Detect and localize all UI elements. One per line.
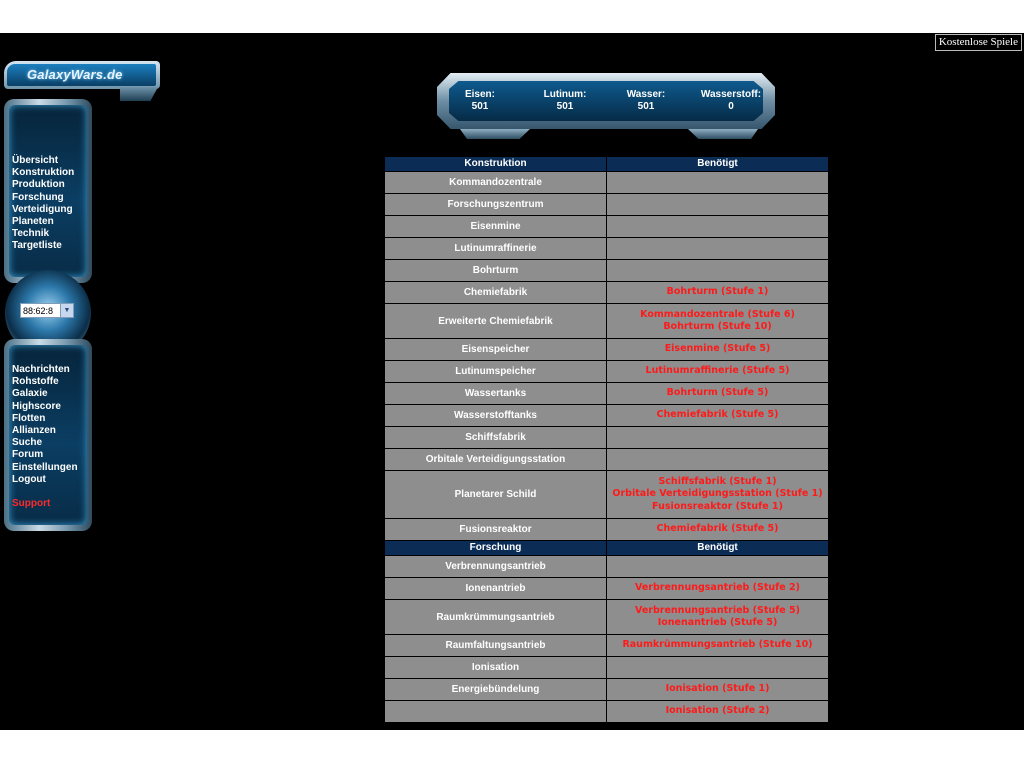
section-header: Konstruktion bbox=[385, 157, 607, 172]
item-name[interactable]: Wassertanks bbox=[385, 383, 607, 405]
item-name[interactable]: Energiebündelung bbox=[385, 679, 607, 701]
chevron-down-icon[interactable]: ▼ bbox=[60, 304, 73, 317]
nav-top-item[interactable]: Technik bbox=[12, 228, 50, 240]
nav-top-item[interactable]: Übersicht bbox=[12, 155, 59, 166]
table-row bbox=[385, 383, 829, 405]
item-name[interactable]: Fusionsreaktor bbox=[385, 519, 607, 541]
item-requirements bbox=[607, 282, 829, 304]
section-header-row bbox=[385, 541, 829, 556]
table-row bbox=[385, 556, 829, 578]
logo[interactable]: GalaxyWars.de bbox=[7, 64, 156, 86]
item-name[interactable]: Orbitale Verteidigungsstation bbox=[385, 449, 607, 471]
item-name[interactable]: Verbrennungsantrieb bbox=[385, 556, 607, 578]
item-name[interactable]: Ionenantrieb bbox=[385, 578, 607, 600]
nav-bottom-item[interactable]: Allianzen bbox=[12, 425, 56, 437]
item-requirements bbox=[607, 194, 829, 216]
requirement-line: Bohrturm (Stufe 5) bbox=[666, 387, 769, 399]
resource-eisen bbox=[440, 89, 520, 113]
nav-bottom-list bbox=[12, 364, 78, 510]
table-row bbox=[385, 657, 829, 679]
resource-wasserstoff bbox=[691, 89, 771, 113]
resource-lutinum bbox=[525, 89, 605, 113]
item-name[interactable]: Chemiefabrik bbox=[385, 282, 607, 304]
table-row bbox=[385, 427, 829, 449]
table-row bbox=[385, 701, 829, 723]
item-name[interactable]: Eisenmine bbox=[385, 216, 607, 238]
item-requirements bbox=[607, 427, 829, 449]
item-requirements bbox=[607, 578, 829, 600]
table-row bbox=[385, 449, 829, 471]
nav-bottom-item[interactable]: Flotten bbox=[12, 412, 46, 424]
resource-wasser bbox=[606, 89, 686, 113]
section-header: Forschung bbox=[385, 541, 607, 556]
table-row bbox=[385, 405, 829, 427]
coord-value: 88:62:8 bbox=[23, 306, 54, 316]
table-row bbox=[385, 304, 829, 339]
requirement-line: Lutinumraffinerie (Stufe 5) bbox=[645, 365, 790, 377]
resource-label: Wasser: bbox=[626, 89, 666, 100]
requirement-line: Chemiefabrik (Stufe 5) bbox=[656, 523, 779, 535]
requirement-line: Ionisation (Stufe 2) bbox=[665, 705, 770, 717]
nav-bottom-item[interactable]: Rohstoffe bbox=[12, 376, 59, 388]
item-requirements bbox=[607, 657, 829, 679]
item-name[interactable] bbox=[385, 701, 607, 723]
table-row bbox=[385, 260, 829, 282]
table-row bbox=[385, 282, 829, 304]
item-name[interactable]: Raumkrümmungsantrieb bbox=[385, 600, 607, 635]
required-header: Benötigt bbox=[607, 541, 829, 556]
item-name[interactable]: Ionisation bbox=[385, 657, 607, 679]
nav-bottom-item[interactable]: Highscore bbox=[12, 400, 61, 412]
nav-top-item[interactable]: Produktion bbox=[12, 179, 65, 191]
table-row bbox=[385, 194, 829, 216]
requirement-line: Verbrennungsantrieb (Stufe 2) bbox=[635, 582, 800, 594]
item-name[interactable]: Kommandozentrale bbox=[385, 172, 607, 194]
resource-value: 501 bbox=[471, 101, 489, 112]
requirement-line: Bohrturm (Stufe 1) bbox=[666, 286, 769, 298]
resource-label: Wasserstoff: bbox=[700, 89, 762, 100]
nav-bottom-item[interactable]: Suche bbox=[12, 437, 43, 449]
support-link[interactable]: Support bbox=[12, 498, 51, 510]
nav-bottom-item[interactable]: Logout bbox=[12, 473, 46, 485]
item-requirements bbox=[607, 216, 829, 238]
requirement-line: Kommandozentrale (Stufe 6) bbox=[640, 308, 795, 320]
nav-top-item[interactable]: Forschung bbox=[12, 191, 64, 203]
item-requirements bbox=[607, 471, 829, 519]
table-row bbox=[385, 635, 829, 657]
requirement-line: Raumkrümmungsantrieb (Stufe 10) bbox=[622, 639, 813, 651]
resource-value: 501 bbox=[637, 101, 655, 112]
requirement-line: Schiffsfabrik (Stufe 1) bbox=[658, 475, 777, 487]
item-name[interactable]: Eisenspeicher bbox=[385, 339, 607, 361]
item-requirements bbox=[607, 600, 829, 635]
resource-foot-right bbox=[688, 129, 758, 139]
requirement-line: Ionenantrieb (Stufe 5) bbox=[657, 617, 778, 628]
technology-table bbox=[384, 156, 829, 723]
item-name[interactable]: Raumfaltungsantrieb bbox=[385, 635, 607, 657]
resource-value: 501 bbox=[556, 101, 574, 112]
table-row bbox=[385, 216, 829, 238]
resource-label: Eisen: bbox=[464, 89, 495, 100]
requirement-line: Chemiefabrik (Stufe 5) bbox=[656, 409, 779, 421]
item-requirements bbox=[607, 383, 829, 405]
item-requirements bbox=[607, 635, 829, 657]
item-name[interactable]: Bohrturm bbox=[385, 260, 607, 282]
item-requirements bbox=[607, 172, 829, 194]
game-viewport bbox=[0, 33, 1024, 730]
item-requirements bbox=[607, 304, 829, 339]
requirement-line: Orbitale Verteidigungsstation (Stufe 1) bbox=[612, 488, 823, 500]
table-row bbox=[385, 519, 829, 541]
item-requirements bbox=[607, 405, 829, 427]
item-requirements bbox=[607, 361, 829, 383]
table-row bbox=[385, 679, 829, 701]
item-name[interactable]: Lutinumraffinerie bbox=[385, 238, 607, 260]
nav-top-item[interactable]: Verteidigung bbox=[12, 203, 73, 215]
item-name[interactable]: Erweiterte Chemiefabrik bbox=[385, 304, 607, 339]
item-name[interactable]: Schiffsfabrik bbox=[385, 427, 607, 449]
item-name[interactable]: Forschungszentrum bbox=[385, 194, 607, 216]
requirement-line: Eisenmine (Stufe 5) bbox=[664, 343, 771, 355]
item-requirements bbox=[607, 238, 829, 260]
free-games-link[interactable]: Kostenlose Spiele bbox=[935, 34, 1022, 51]
requirement-line: Ionisation (Stufe 1) bbox=[665, 683, 770, 695]
nav-top-item[interactable]: Targetliste bbox=[12, 240, 62, 252]
nav-bottom-item[interactable]: Einstellungen bbox=[12, 461, 78, 473]
item-requirements bbox=[607, 556, 829, 578]
requirement-line: Bohrturm (Stufe 10) bbox=[663, 321, 772, 332]
sidebar bbox=[0, 57, 165, 537]
nav-top-item[interactable]: Konstruktion bbox=[12, 167, 75, 179]
table-row bbox=[385, 238, 829, 260]
nav-bottom-item[interactable]: Galaxie bbox=[12, 388, 48, 400]
item-name[interactable]: Lutinumspeicher bbox=[385, 361, 607, 383]
item-requirements bbox=[607, 679, 829, 701]
item-name[interactable]: Planetarer Schild bbox=[385, 471, 607, 519]
table-row bbox=[385, 172, 829, 194]
requirement-line: Verbrennungsantrieb (Stufe 5) bbox=[635, 604, 800, 616]
planet-coord-select[interactable] bbox=[20, 303, 74, 318]
nav-top-list bbox=[12, 155, 74, 253]
resource-label: Lutinum: bbox=[543, 89, 587, 100]
logo-wing bbox=[120, 87, 158, 101]
nav-bottom-item[interactable]: Nachrichten bbox=[12, 364, 70, 375]
table-row bbox=[385, 600, 829, 635]
item-requirements bbox=[607, 260, 829, 282]
nav-top-item[interactable]: Planeten bbox=[12, 216, 54, 228]
table-row bbox=[385, 578, 829, 600]
nav-bottom-item[interactable]: Forum bbox=[12, 449, 44, 461]
item-requirements bbox=[607, 339, 829, 361]
resource-foot-left bbox=[460, 129, 530, 139]
table-row bbox=[385, 339, 829, 361]
item-requirements bbox=[607, 449, 829, 471]
table-row bbox=[385, 471, 829, 519]
resource-value: 0 bbox=[728, 101, 734, 112]
item-requirements bbox=[607, 701, 829, 723]
requirement-line: Fusionsreaktor (Stufe 1) bbox=[652, 500, 783, 512]
table-row bbox=[385, 361, 829, 383]
item-name[interactable]: Wasserstofftanks bbox=[385, 405, 607, 427]
section-header-row bbox=[385, 157, 829, 172]
required-header: Benötigt bbox=[607, 157, 829, 172]
item-requirements bbox=[607, 519, 829, 541]
